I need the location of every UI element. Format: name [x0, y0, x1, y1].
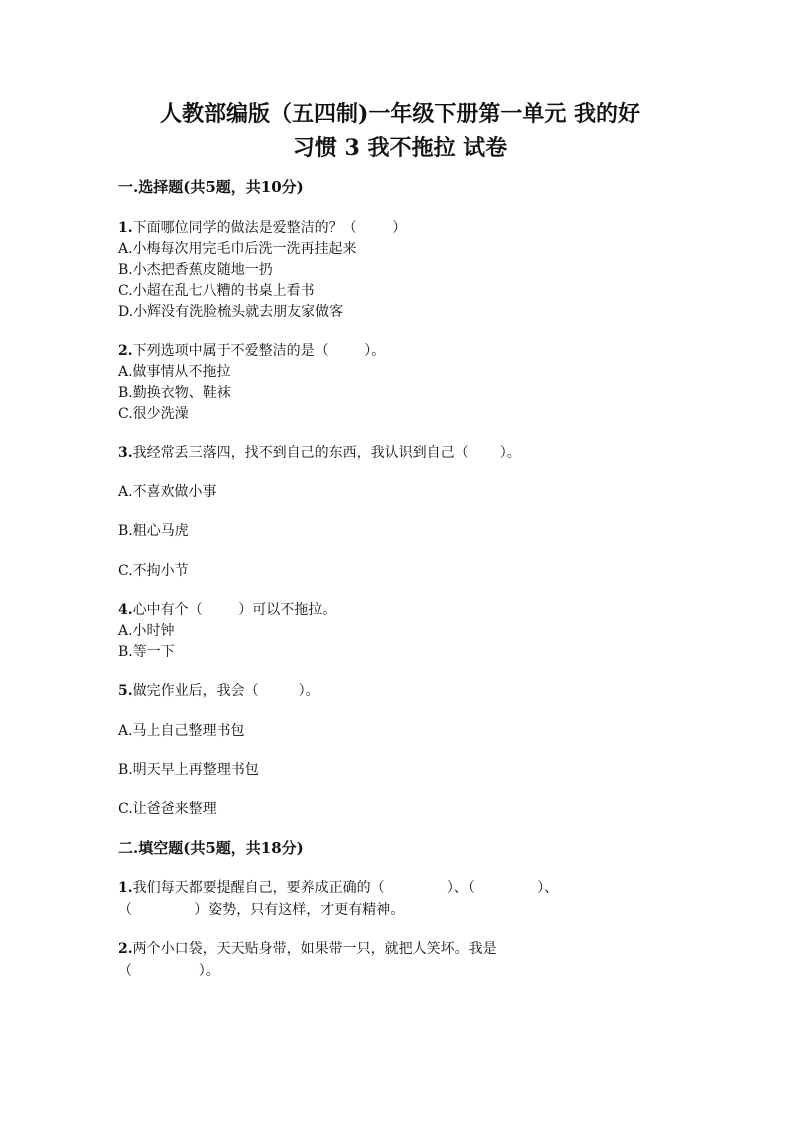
option-5a: A.马上自己整理书包 [118, 723, 245, 739]
question-text: 下面哪位同学的做法是爱整洁的？（ ） [132, 220, 407, 236]
section-heading-fill: 二.填空题(共5题，共18分) [118, 839, 304, 857]
option-3b: B.粗心马虎 [118, 523, 189, 539]
question-number: 3. [118, 445, 133, 461]
section-heading-choice: 一.选择题(共5题，共10分) [118, 178, 304, 196]
question-number: 1. [118, 880, 133, 896]
question-text: 我们每天都要提醒自己，要养成正确的（ ）、（ ）、 [132, 880, 559, 896]
option-2a: A.做事情从不拖拉 [118, 364, 231, 380]
question-number: 1. [118, 220, 133, 236]
option-1d: D.小辉没有洗脸梳头就去朋友家做客 [118, 304, 344, 320]
question-number: 5. [118, 683, 133, 699]
option-1a: A.小梅每次用完毛巾后洗一洗再挂起来 [118, 241, 357, 257]
question-text: 做完作业后，我会（ ）。 [132, 683, 320, 699]
title-line-2: 习惯 3 我不拖拉 试卷 [292, 135, 508, 161]
option-5b: B.明天早上再整理书包 [118, 762, 259, 778]
option-2b: B.勤换衣物、鞋袜 [118, 385, 231, 401]
question-2 [118, 340, 385, 360]
question-4 [118, 599, 336, 619]
question-number: 2. [118, 343, 133, 359]
question-text: 两个小口袋，天天贴身带，如果带一只，就把人笑坏。我是 [132, 941, 497, 957]
option-4b: B.等一下 [118, 644, 175, 660]
option-1b: B.小杰把香蕉皮随地一扔 [118, 262, 273, 278]
fill-question-1-line-2: （ ）姿势，只有这样，才更有精神。 [118, 902, 405, 918]
question-number: 2. [118, 941, 133, 957]
question-5 [118, 680, 320, 700]
fill-question-2 [118, 938, 497, 958]
fill-question-2-line-2: （ ）。 [118, 963, 220, 979]
page-title [100, 97, 700, 165]
option-5c: C.让爸爸来整理 [118, 801, 217, 817]
question-1 [118, 217, 406, 237]
option-2c: C.很少洗澡 [118, 406, 189, 422]
question-text: 我经常丢三落四，找不到自己的东西，我认识到自己（ ）。 [132, 445, 521, 461]
question-text: 下列选项中属于不爱整洁的是（ ）。 [132, 343, 386, 359]
question-3 [118, 442, 521, 462]
option-4a: A.小时钟 [118, 623, 175, 639]
option-3a: A.不喜欢做小事 [118, 484, 217, 500]
fill-question-1 [118, 877, 558, 897]
question-number: 4. [118, 602, 133, 618]
title-line-1: 人教部编版（五四制)一年级下册第一单元 我的好 [159, 101, 641, 127]
option-3c: C.不拘小节 [118, 563, 189, 579]
option-1c: C.小超在乱七八糟的书桌上看书 [118, 283, 315, 299]
question-text: 心中有个（ ）可以不拖拉。 [132, 602, 337, 618]
